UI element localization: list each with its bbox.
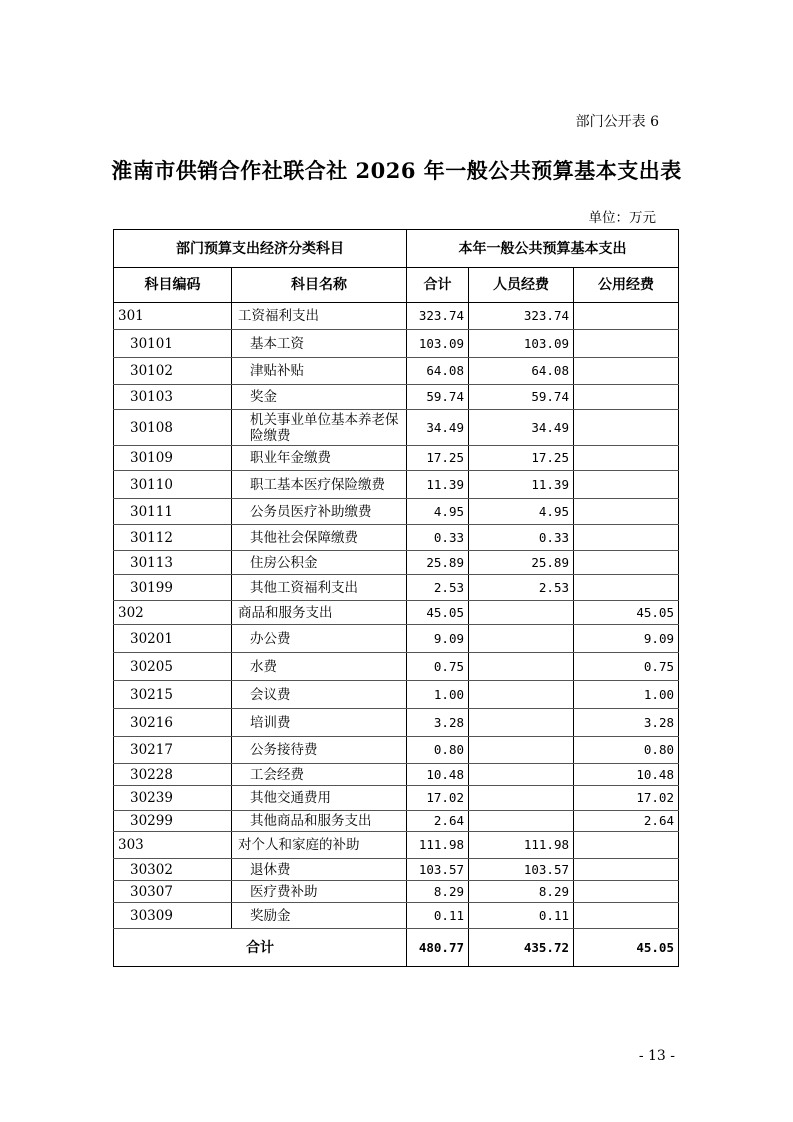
row-total: 0.11 xyxy=(407,903,469,929)
row-code: 30239 xyxy=(114,786,232,811)
row-name: 其他商品和服务支出 xyxy=(232,811,407,832)
row-public xyxy=(574,832,679,859)
row-public xyxy=(574,410,679,446)
row-name: 其他交通费用 xyxy=(232,786,407,811)
row-total: 17.02 xyxy=(407,786,469,811)
row-name: 奖金 xyxy=(232,385,407,410)
row-personnel: 17.25 xyxy=(469,446,574,471)
row-total: 0.75 xyxy=(407,653,469,681)
row-personnel: 103.09 xyxy=(469,330,574,358)
row-name: 退休费 xyxy=(232,859,407,881)
table-row xyxy=(114,303,679,330)
row-public xyxy=(574,859,679,881)
row-code: 30217 xyxy=(114,737,232,764)
row-name: 商品和服务支出 xyxy=(232,601,407,625)
row-personnel xyxy=(469,737,574,764)
row-public xyxy=(574,358,679,385)
column-header-public: 公用经费 xyxy=(574,268,679,303)
row-name: 办公费 xyxy=(232,625,407,653)
table-row xyxy=(114,601,679,625)
total-public: 45.05 xyxy=(574,929,679,967)
row-name: 机关事业单位基本养老保险缴费 xyxy=(232,410,407,446)
row-code: 302 xyxy=(114,601,232,625)
row-personnel: 64.08 xyxy=(469,358,574,385)
table-row xyxy=(114,575,679,601)
table-row xyxy=(114,811,679,832)
page-title: 淮南市供销合作社联合社 2026 年一般公共预算基本支出表 xyxy=(111,158,682,183)
table-row xyxy=(114,499,679,525)
table-row xyxy=(114,737,679,764)
row-total: 11.39 xyxy=(407,471,469,499)
row-total: 0.80 xyxy=(407,737,469,764)
row-code: 30215 xyxy=(114,681,232,709)
row-public xyxy=(574,385,679,410)
row-code: 30111 xyxy=(114,499,232,525)
group-header-classification: 部门预算支出经济分类科目 xyxy=(114,230,407,268)
row-public xyxy=(574,446,679,471)
row-code: 301 xyxy=(114,303,232,330)
row-public xyxy=(574,903,679,929)
row-public xyxy=(574,525,679,551)
row-personnel xyxy=(469,681,574,709)
row-personnel xyxy=(469,764,574,786)
row-total: 25.89 xyxy=(407,551,469,575)
row-code: 30101 xyxy=(114,330,232,358)
row-name: 职业年金缴费 xyxy=(232,446,407,471)
row-name: 工会经费 xyxy=(232,764,407,786)
row-public xyxy=(574,551,679,575)
row-public: 10.48 xyxy=(574,764,679,786)
table-row xyxy=(114,525,679,551)
column-header-total: 合计 xyxy=(407,268,469,303)
row-public: 9.09 xyxy=(574,625,679,653)
row-personnel: 8.29 xyxy=(469,881,574,903)
row-personnel: 0.11 xyxy=(469,903,574,929)
row-name: 工资福利支出 xyxy=(232,303,407,330)
row-total: 111.98 xyxy=(407,832,469,859)
table-row xyxy=(114,881,679,903)
row-code: 30113 xyxy=(114,551,232,575)
row-total: 3.28 xyxy=(407,709,469,737)
row-name: 住房公积金 xyxy=(232,551,407,575)
budget-table xyxy=(113,229,679,967)
row-personnel: 25.89 xyxy=(469,551,574,575)
table-row xyxy=(114,832,679,859)
row-total: 103.09 xyxy=(407,330,469,358)
column-header-code: 科目编码 xyxy=(114,268,232,303)
total-row xyxy=(114,929,679,967)
table-row xyxy=(114,786,679,811)
row-personnel: 0.33 xyxy=(469,525,574,551)
column-header-name: 科目名称 xyxy=(232,268,407,303)
table-row xyxy=(114,681,679,709)
row-total: 64.08 xyxy=(407,358,469,385)
row-personnel xyxy=(469,786,574,811)
table-row xyxy=(114,471,679,499)
row-name: 公务接待费 xyxy=(232,737,407,764)
row-public xyxy=(574,303,679,330)
row-public: 0.80 xyxy=(574,737,679,764)
table-row xyxy=(114,330,679,358)
row-public: 0.75 xyxy=(574,653,679,681)
unit-label: 单位：万元 xyxy=(588,210,656,226)
row-code: 30228 xyxy=(114,764,232,786)
page-number: - 13 - xyxy=(638,1048,675,1064)
table-row xyxy=(114,709,679,737)
row-public xyxy=(574,330,679,358)
group-header-basic-expenditure: 本年一般公共预算基本支出 xyxy=(407,230,679,268)
row-code: 30102 xyxy=(114,358,232,385)
row-public xyxy=(574,575,679,601)
table-row xyxy=(114,625,679,653)
table-row xyxy=(114,385,679,410)
row-total: 103.57 xyxy=(407,859,469,881)
row-code: 303 xyxy=(114,832,232,859)
row-code: 30109 xyxy=(114,446,232,471)
row-public xyxy=(574,499,679,525)
row-name: 其他工资福利支出 xyxy=(232,575,407,601)
row-code: 30309 xyxy=(114,903,232,929)
table-row xyxy=(114,446,679,471)
row-name: 水费 xyxy=(232,653,407,681)
row-personnel xyxy=(469,709,574,737)
row-personnel: 34.49 xyxy=(469,410,574,446)
row-personnel xyxy=(469,601,574,625)
table-row xyxy=(114,551,679,575)
row-code: 30201 xyxy=(114,625,232,653)
row-personnel xyxy=(469,653,574,681)
row-total: 8.29 xyxy=(407,881,469,903)
total-personnel: 435.72 xyxy=(469,929,574,967)
total-label: 合计 xyxy=(114,929,407,967)
row-personnel: 59.74 xyxy=(469,385,574,410)
row-code: 30110 xyxy=(114,471,232,499)
row-public: 17.02 xyxy=(574,786,679,811)
row-code: 30216 xyxy=(114,709,232,737)
row-code: 30205 xyxy=(114,653,232,681)
row-code: 30103 xyxy=(114,385,232,410)
row-personnel xyxy=(469,625,574,653)
row-public: 1.00 xyxy=(574,681,679,709)
column-header-personnel: 人员经费 xyxy=(469,268,574,303)
row-total: 17.25 xyxy=(407,446,469,471)
row-public xyxy=(574,881,679,903)
table-row xyxy=(114,859,679,881)
table-row xyxy=(114,764,679,786)
row-personnel: 11.39 xyxy=(469,471,574,499)
row-name: 职工基本医疗保险缴费 xyxy=(232,471,407,499)
row-code: 30307 xyxy=(114,881,232,903)
row-public xyxy=(574,471,679,499)
row-code: 30108 xyxy=(114,410,232,446)
row-name: 对个人和家庭的补助 xyxy=(232,832,407,859)
row-total: 0.33 xyxy=(407,525,469,551)
row-public: 3.28 xyxy=(574,709,679,737)
row-personnel: 323.74 xyxy=(469,303,574,330)
row-total: 323.74 xyxy=(407,303,469,330)
total-sum: 480.77 xyxy=(407,929,469,967)
row-personnel xyxy=(469,811,574,832)
row-name: 医疗费补助 xyxy=(232,881,407,903)
row-name: 公务员医疗补助缴费 xyxy=(232,499,407,525)
row-code: 30299 xyxy=(114,811,232,832)
row-total: 1.00 xyxy=(407,681,469,709)
row-total: 10.48 xyxy=(407,764,469,786)
row-public: 45.05 xyxy=(574,601,679,625)
row-code: 30199 xyxy=(114,575,232,601)
row-name: 奖励金 xyxy=(232,903,407,929)
table-row xyxy=(114,410,679,446)
row-code: 30302 xyxy=(114,859,232,881)
row-total: 9.09 xyxy=(407,625,469,653)
table-row xyxy=(114,653,679,681)
row-personnel: 103.57 xyxy=(469,859,574,881)
row-name: 津贴补贴 xyxy=(232,358,407,385)
row-name: 会议费 xyxy=(232,681,407,709)
row-total: 2.53 xyxy=(407,575,469,601)
row-name: 其他社会保障缴费 xyxy=(232,525,407,551)
row-name: 基本工资 xyxy=(232,330,407,358)
row-total: 34.49 xyxy=(407,410,469,446)
row-personnel: 111.98 xyxy=(469,832,574,859)
row-total: 59.74 xyxy=(407,385,469,410)
row-total: 4.95 xyxy=(407,499,469,525)
table-row xyxy=(114,358,679,385)
row-public: 2.64 xyxy=(574,811,679,832)
row-name: 培训费 xyxy=(232,709,407,737)
row-personnel: 4.95 xyxy=(469,499,574,525)
table-body xyxy=(114,303,679,929)
row-code: 30112 xyxy=(114,525,232,551)
row-total: 45.05 xyxy=(407,601,469,625)
table-number-tag: 部门公开表 6 xyxy=(575,114,659,130)
row-personnel: 2.53 xyxy=(469,575,574,601)
row-total: 2.64 xyxy=(407,811,469,832)
table-row xyxy=(114,903,679,929)
